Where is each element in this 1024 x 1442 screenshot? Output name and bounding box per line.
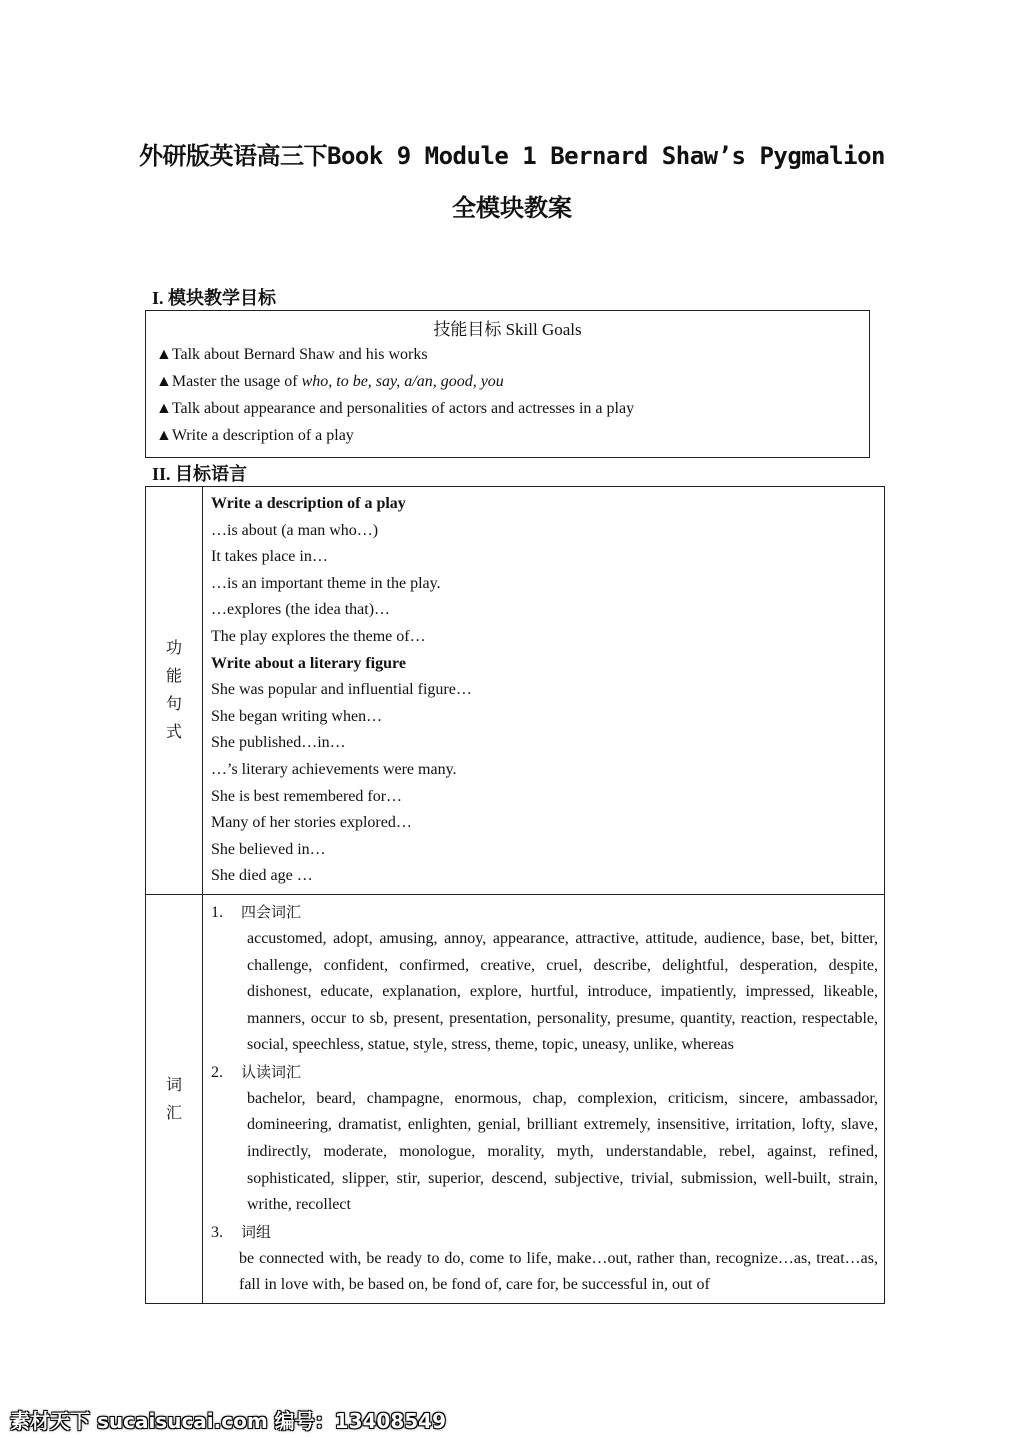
skill-goals-box [145,310,870,458]
functional-sentence: The play explores the theme of… [211,627,426,645]
functional-sentence: …’s literary achievements were many. [211,760,457,778]
skill-goals-title: 技能目标 Skill Goals [433,320,582,339]
document-title-line1: 外研版英语高三下Book 9 Module 1 Bernard Shaw’s Pygmalion [139,142,885,170]
section2-heading: II. 目标语言 [152,464,248,484]
functional-sentence: She is best remembered for… [211,787,403,805]
functional-sentence: …is about (a man who…) [211,521,379,539]
vocab-group-heading: 2. 认读词汇 [211,1062,302,1081]
skill-goal-item: ▲Master the usage of who, to be, say, a/an, good, you [156,373,504,390]
functional-sentences-label: 功 能 句 式 [146,487,203,895]
functional-sentence: …explores (the idea that)… [211,601,391,619]
skill-goals-list [146,341,869,449]
document-title-line2: 全模块教案 [452,194,572,222]
vocabulary-label: 词 汇 [146,894,203,1303]
vocabulary-content [203,894,885,1303]
functional-sentence: She began writing when… [211,707,383,725]
vocabulary-row [146,894,885,1303]
functional-sentence: It takes place in… [211,548,328,566]
vocab-group-words: be connected with, be ready to do, come to life, make…out, rather than, recognize…as, treat…as, fall in love with, be based on, be fond of, care for, be successful in, out of [239,1249,878,1294]
vocab-group-words: accustomed, adopt, amusing, annoy, appearance, attractive, attitude, audience, base, bet, bitter, challenge, confident, confirmed, creative, cruel, describe, delightful, desperation, despite, dishonest, educate, explanation, explore, hurtful, introduce, impatiently, impressed, likeable, manners, occur to sb, present, presentation, personality, presume, quantity, reaction, respectable, social, speechless, statue, style, stress, theme, topic, uneasy, unlike, whereas [247,929,878,1054]
watermark: 素材天下 sucaisucai.com 编号：13408549 [10,1409,446,1433]
functional-sentences-content [203,487,885,895]
functional-subheading: Write a description of a play [211,495,406,512]
skill-goal-item: ▲Talk about appearance and personalities of actors and actresses in a play [156,400,635,417]
functional-sentence: She died age … [211,867,313,885]
target-language-table [145,486,885,1304]
functional-sentence: She believed in… [211,840,326,858]
vocab-group-heading: 1. 四会词汇 [211,902,302,921]
functional-subheading: Write about a literary figure [211,654,406,672]
functional-sentence: …is an important theme in the play. [211,574,441,592]
section1-heading: I. 模块教学目标 [152,288,277,308]
vocab-group-heading: 3. 词组 [211,1222,272,1241]
vocab-group-words: bachelor, beard, champagne, enormous, chap, complexion, criticism, sincere, ambassador, domineering, dramatist, enlighten, genial, brilliant extremely, insensitive, irritation, lofty, slave, indirectly, moderate, monologue, morality, myth, understandable, rebel, against, refined, sophisticated, slipper, stir, superior, descend, subjective, trivial, submission, well-built, strain, writhe, recollect [247,1089,878,1214]
functional-sentence: She was popular and influential figure… [211,681,472,699]
skill-goal-item: ▲Talk about Bernard Shaw and his works [156,346,428,363]
functional-sentence: She published…in… [211,734,346,752]
functional-sentence: Many of her stories explored… [211,814,412,832]
skill-goal-item: ▲Write a description of a play [156,427,354,444]
functional-sentences-row [146,487,885,895]
